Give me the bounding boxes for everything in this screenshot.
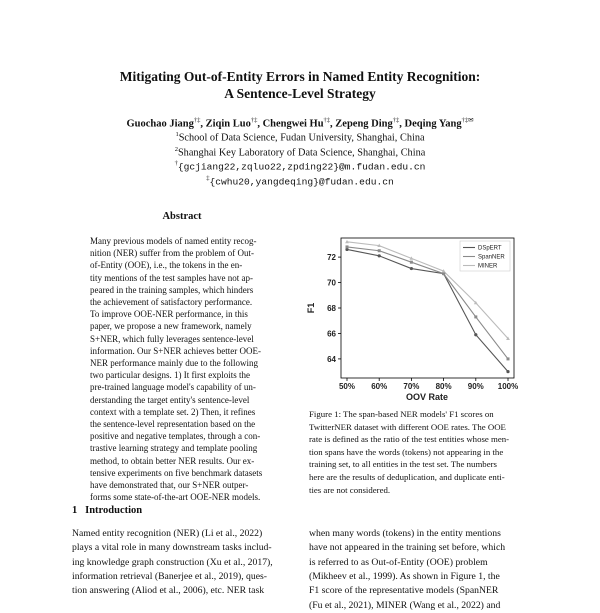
- body-line: ing knowledge graph construction (Xu et al., 2017),: [72, 556, 273, 568]
- author: Deqing Yang: [404, 118, 462, 130]
- legend-label: SpanNER: [478, 254, 505, 261]
- affiliation-mark: 2: [174, 146, 178, 153]
- abstract-line: method, to obtain better NER results. Our ex-: [90, 455, 255, 466]
- data-point-spanner: [410, 261, 413, 264]
- author-marks: †‡: [193, 117, 201, 124]
- x-tick-label: 60%: [371, 382, 388, 391]
- y-tick-label: 68: [327, 304, 336, 313]
- section-number: 1: [72, 505, 78, 516]
- body-line: F1 score of the representative models (SpanNER: [309, 585, 499, 597]
- email-line-1: [40, 160, 560, 172]
- x-tick-label: 70%: [403, 382, 420, 391]
- abstract-line: have demonstrated that, our S+NER outper-: [90, 480, 249, 490]
- author-marks: †‡✉: [461, 117, 474, 124]
- abstract-line: tensive experiments on five benchmark datasets: [90, 467, 263, 478]
- author: Chengwei Hu: [262, 118, 324, 130]
- caption-line: here are the results of deduplication, and duplicate enti-: [309, 472, 505, 482]
- data-point-dspert: [410, 267, 413, 270]
- paper-title: [60, 68, 540, 102]
- author: Zepeng Ding: [335, 118, 393, 130]
- email-line-2: [40, 175, 560, 187]
- abstract-line: derstanding the target entity's sentence-level: [90, 394, 250, 405]
- data-point-dspert: [378, 254, 381, 257]
- abstract-line: the sentence-level representation based on the: [90, 419, 256, 429]
- data-point-spanner: [378, 249, 381, 252]
- body-line: Named entity recognition (NER) (Li et al., 2022): [72, 528, 263, 539]
- y-tick-label: 70: [327, 278, 336, 288]
- email-text: {cwhu20,yangdeqing}@fudan.edu.cn: [209, 176, 394, 188]
- abstract-heading: Abstract: [162, 211, 202, 222]
- author-marks: †‡: [250, 117, 258, 124]
- abstract-line: S+NER, which fully leverages sentence-level: [90, 333, 254, 344]
- author-marks: †‡: [392, 117, 400, 124]
- legend-label: DSpERT: [478, 245, 502, 252]
- x-axis-label: OOV Rate: [405, 392, 449, 402]
- data-point-spanner: [442, 272, 445, 275]
- section-title: Introduction: [85, 505, 143, 516]
- abstract-line: context with a template set. 2) Then, it refines: [90, 406, 256, 417]
- body-line: is referred to as Out-of-Entity (OOE) problem: [309, 556, 488, 568]
- affiliation-1: [40, 131, 560, 143]
- x-tick-label: 80%: [435, 382, 452, 391]
- y-tick-label: 72: [327, 253, 336, 263]
- f1-oov-line-chart: [300, 228, 525, 403]
- x-tick-label: 100%: [497, 382, 519, 391]
- data-point-spanner: [474, 315, 477, 318]
- body-line: (Fu et al., 2021), MINER (Wang et al., 2022) and: [309, 599, 501, 611]
- abstract-line: paper, we propose a new framework, namely: [90, 321, 252, 332]
- affiliation-text: School of Data Science, Fudan University, Shanghai, China: [178, 132, 425, 144]
- body-line: when many words (tokens) in the entity mentions: [309, 528, 501, 539]
- abstract-line: NER performance mainly due to the following: [90, 358, 258, 368]
- abstract-line: of-Entity (OOE), i.e., the tokens in the en-: [90, 260, 243, 271]
- affiliation-mark: 1: [175, 131, 179, 138]
- y-axis-label: F1: [306, 302, 316, 314]
- abstract-line: forms some state-of-the-art OOE-NER models.: [90, 492, 261, 503]
- y-tick-label: 66: [327, 329, 336, 339]
- caption-line: rate is defined as the ratio of the test entities whose men-: [309, 434, 510, 445]
- section-heading: [72, 505, 142, 516]
- author-marks: †‡: [323, 117, 331, 124]
- author-list: Guochao Jiang†‡, Ziqin Luo†‡, Chengwei Hu†‡, Zepeng Ding†‡, Deqing Yang†‡✉: [126, 117, 474, 130]
- body-line: tion answering (Aliod et al., 2006), etc. NER task: [72, 585, 265, 597]
- abstract-line: the achievement of satisfactory performance.: [90, 297, 253, 307]
- data-point-dspert: [474, 333, 477, 336]
- x-tick-label: 90%: [467, 382, 484, 391]
- abstract-line: two particular designs. 1) It first exploits the: [90, 370, 250, 381]
- y-tick-label: 64: [327, 354, 336, 364]
- abstract-line: Many previous models of named entity recog-: [90, 236, 257, 246]
- x-tick-label: 50%: [338, 382, 356, 391]
- data-point-dspert: [506, 370, 509, 373]
- author: Guochao Jiang: [126, 118, 194, 130]
- abstract-line: information. Our S+NER achieves better OOE-: [90, 345, 262, 356]
- data-point-spanner: [346, 245, 349, 248]
- affiliation-text: Shanghai Key Laboratory of Data Science, Shanghai, China: [177, 147, 426, 159]
- body-line: (Mikheev et al., 1999). As shown in Figure 1, the: [309, 570, 500, 582]
- affiliation-2: [40, 146, 560, 158]
- abstract-line: tity mentions of the test samples have not ap-: [90, 272, 253, 283]
- body-line: have not appeared in the training set before, which: [309, 542, 506, 554]
- abstract-line: nition (NER) suffer from the problem of Out-: [90, 248, 255, 259]
- email-mark: ‡: [206, 175, 210, 182]
- caption-line: training set, to all entities in the test set. The numbers: [309, 459, 497, 470]
- caption-line: tion spans have the words (tokens) not appearing in the: [309, 446, 504, 457]
- caption-line: Figure 1: The span-based NER models' F1 scores on: [309, 409, 494, 419]
- email-mark: †: [174, 160, 178, 167]
- caption-line: ties are not considered.: [309, 484, 391, 495]
- abstract-line: trastive learning strategy and template pooling: [90, 443, 258, 454]
- abstract-line: To improve OOE-NER performance, in this: [90, 309, 248, 320]
- abstract-line: pre-trained language model's capability of un-: [90, 382, 256, 393]
- legend-label: MINER: [478, 263, 498, 270]
- title-line-2: A Sentence-Level Strategy: [224, 86, 376, 101]
- title-line-1: Mitigating Out-of-Entity Errors in Named Entity Recognition:: [119, 69, 481, 84]
- body-line: information retrieval (Banerjee et al., 2019), ques-: [72, 570, 268, 582]
- author: Ziqin Luo: [205, 118, 251, 130]
- caption-line: TwitterNER dataset with different OOE rates. The OOE: [309, 421, 506, 432]
- body-line: plays a vital role in many downstream tasks includ-: [72, 542, 272, 554]
- email-text: {gcjiang22,zqluo22,zpding22}@m.fudan.edu.cn: [177, 161, 426, 173]
- abstract-line: positive and negative templates, through a con-: [90, 431, 261, 442]
- data-point-spanner: [507, 357, 510, 360]
- abstract-line: peared in the training samples, which hinders: [90, 284, 254, 295]
